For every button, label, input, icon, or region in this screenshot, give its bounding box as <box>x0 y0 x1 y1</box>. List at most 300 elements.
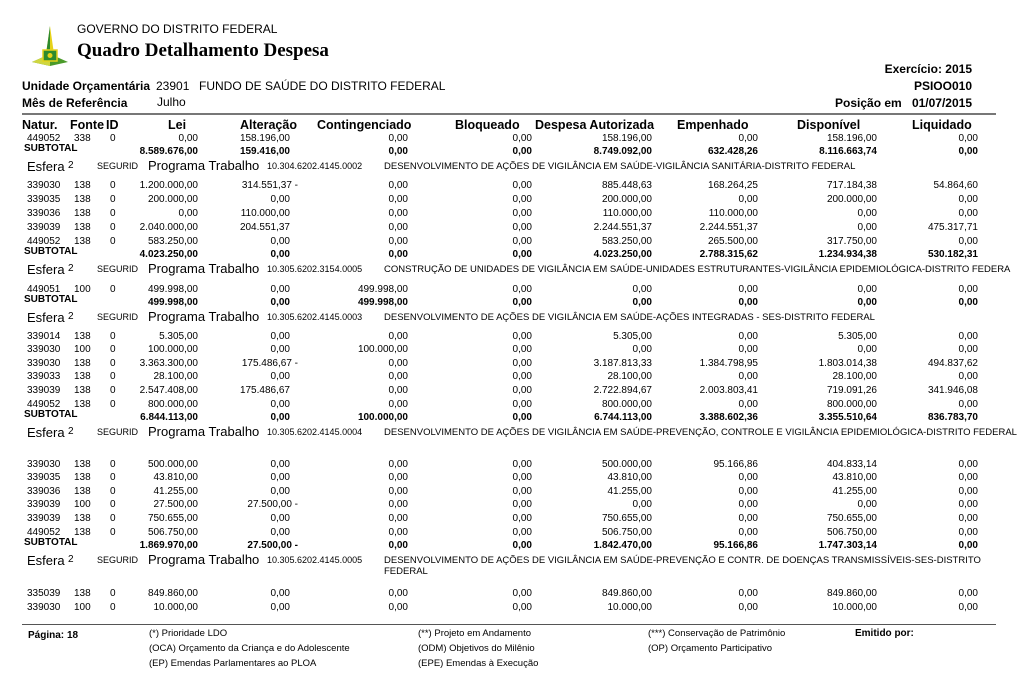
cell-altera-o: 0,00 <box>270 527 290 538</box>
cell-contingenciado: 0,00 <box>388 399 408 410</box>
cell-despesa-autorizada: 2.244.551,37 <box>593 222 652 233</box>
cell-contingenciado: 0,00 <box>388 208 408 219</box>
cell-altera-o: 0,00 <box>270 399 290 410</box>
subtotal-dispon-vel: 8.116.663,74 <box>819 146 877 157</box>
cell-altera-o: 0,00 <box>270 459 290 470</box>
cell-dispon-vel: 0,00 <box>857 208 877 219</box>
cell-bloqueado: 0,00 <box>512 459 532 470</box>
cell-lei: 10.000,00 <box>153 602 198 613</box>
report-title: Quadro Detalhamento Despesa <box>77 40 329 61</box>
subtotal-dispon-vel: 0,00 <box>857 297 877 308</box>
cell-bloqueado: 0,00 <box>512 371 532 382</box>
cell-bloqueado: 0,00 <box>512 588 532 599</box>
natureza: 449052 <box>27 399 61 410</box>
legend-odm: (ODM) Objetivos do Milênio <box>418 643 535 654</box>
esfera-label: Esfera <box>27 425 65 440</box>
programa-label: Programa Trabalho <box>148 552 260 567</box>
cell-empenhado: 0,00 <box>738 133 758 144</box>
natureza: 449052 <box>27 133 61 144</box>
fonte: 138 <box>74 399 91 410</box>
cell-dispon-vel: 10.000,00 <box>832 602 877 613</box>
subtotal-label: SUBTOTAL <box>24 294 78 305</box>
legend-oca: (OCA) Orçamento da Criança e do Adolescente <box>149 643 350 654</box>
table-row <box>0 472 1024 485</box>
cell-liquidado: 0,00 <box>958 499 978 510</box>
table-row <box>0 284 1024 297</box>
cell-altera-o: 0,00 <box>270 194 290 205</box>
col-id: ID <box>106 118 119 132</box>
cell-contingenciado: 0,00 <box>388 459 408 470</box>
cell-empenhado: 2.003.803,41 <box>699 385 758 396</box>
cell-empenhado: 168.264,25 <box>707 180 758 191</box>
cell-bloqueado: 0,00 <box>512 236 532 247</box>
subtotal-empenhado: 0,00 <box>738 297 758 308</box>
cell-lei: 849.860,00 <box>147 588 198 599</box>
cell-altera-o: 0,00 <box>270 513 290 524</box>
col-disponivel: Disponível <box>797 118 861 132</box>
cell-lei: 0,00 <box>178 133 198 144</box>
esfera-value: 2 <box>68 426 74 437</box>
id: 0 <box>110 284 116 295</box>
cell-empenhado: 0,00 <box>738 344 758 355</box>
fonte: 138 <box>74 236 91 247</box>
cell-bloqueado: 0,00 <box>512 284 532 295</box>
natureza: 339014 <box>27 331 61 342</box>
subtotal-contingenciado: 0,00 <box>388 540 408 551</box>
subtotal-bloqueado: 0,00 <box>512 412 532 423</box>
cell-bloqueado: 0,00 <box>512 472 532 483</box>
programa-code: 10.305.6202.4145.0003 <box>267 312 363 322</box>
posicao-value: 01/07/2015 <box>911 96 972 110</box>
table-row <box>0 222 1024 235</box>
id: 0 <box>110 180 116 191</box>
subtotal-lei: 8.589.676,00 <box>139 146 198 157</box>
cell-empenhado: 0,00 <box>738 588 758 599</box>
cell-lei: 43.810,00 <box>153 472 198 483</box>
cell-lei: 100.000,00 <box>147 344 198 355</box>
programa-description: DESENVOLVIMENTO DE AÇÕES DE VIGILÂNCIA EM SAÚDE-VIGILÂNCIA SANITÁRIA-DISTRITO FEDERAL <box>384 161 856 172</box>
subtotal-altera-o: 159.416,00 <box>239 146 290 157</box>
table-row <box>0 331 1024 344</box>
subtotal-dispon-vel: 1.747.303,14 <box>818 540 877 551</box>
subtotal-label: SUBTOTAL <box>24 143 78 154</box>
gdf-logo-icon <box>30 24 70 68</box>
cell-empenhado: 0,00 <box>738 499 758 510</box>
cell-liquidado: 341.946,08 <box>927 385 978 396</box>
cell-liquidado: 0,00 <box>958 602 978 613</box>
exercicio: Exercício: 2015 <box>884 62 972 76</box>
cell-contingenciado: 0,00 <box>388 602 408 613</box>
col-empenhado: Empenhado <box>677 118 749 132</box>
legend-op: (OP) Orçamento Participativo <box>648 643 773 654</box>
natureza: 339030 <box>27 180 61 191</box>
cell-contingenciado: 0,00 <box>388 358 408 369</box>
programa-code: 10.305.6202.4145.0004 <box>267 427 363 437</box>
table-row <box>0 602 1024 615</box>
fonte: 138 <box>74 358 91 369</box>
table-row <box>0 513 1024 526</box>
cell-altera-o: 0,00 <box>270 331 290 342</box>
fonte: 138 <box>74 486 91 497</box>
subtotal-liquidado: 0,00 <box>958 297 978 308</box>
table-row <box>0 236 1024 249</box>
natureza: 339035 <box>27 472 61 483</box>
cell-lei: 0,00 <box>178 208 198 219</box>
cell-altera-o: 204.551,37 <box>239 222 290 233</box>
id: 0 <box>110 602 116 613</box>
esfera-header <box>0 160 1024 173</box>
cell-dispon-vel: 404.833,14 <box>826 459 877 470</box>
report-code: PSIOO010 <box>913 79 972 93</box>
cell-contingenciado: 0,00 <box>388 588 408 599</box>
cell-liquidado: 0,00 <box>958 236 978 247</box>
esfera-label: Esfera <box>27 553 65 568</box>
cell-contingenciado: 0,00 <box>388 194 408 205</box>
cell-altera-o: 0,00 <box>270 236 290 247</box>
esfera-value: 2 <box>68 263 74 274</box>
natureza: 339030 <box>27 602 61 613</box>
cell-lei: 800.000,00 <box>147 399 198 410</box>
cell-bloqueado: 0,00 <box>512 602 532 613</box>
cell-lei: 3.363.300,00 <box>139 358 198 369</box>
legend-ep: (EP) Emendas Parlamentares ao PLOA <box>149 658 317 669</box>
cell-despesa-autorizada: 10.000,00 <box>607 602 652 613</box>
cell-altera-o: 0,00 <box>270 588 290 599</box>
col-bloqueado: Bloqueado <box>455 118 520 132</box>
cell-altera-o: 0,00 <box>270 602 290 613</box>
cell-despesa-autorizada: 2.722.894,67 <box>593 385 652 396</box>
natureza: 339030 <box>27 459 61 470</box>
id: 0 <box>110 194 116 205</box>
cell-contingenciado: 0,00 <box>388 236 408 247</box>
cell-despesa-autorizada: 506.750,00 <box>601 527 652 538</box>
cell-bloqueado: 0,00 <box>512 399 532 410</box>
col-alteracao: Alteração <box>240 118 297 132</box>
cell-dispon-vel: 849.860,00 <box>826 588 877 599</box>
subtotal-empenhado: 3.388.602,36 <box>699 412 758 423</box>
cell-empenhado: 0,00 <box>738 399 758 410</box>
cell-dispon-vel: 750.655,00 <box>826 513 877 524</box>
cell-liquidado: 0,00 <box>958 486 978 497</box>
cell-contingenciado: 0,00 <box>388 527 408 538</box>
col-natur: Natur. <box>22 118 58 132</box>
cell-bloqueado: 0,00 <box>512 208 532 219</box>
cell-dispon-vel: 0,00 <box>857 284 877 295</box>
cell-lei: 1.200.000,00 <box>139 180 198 191</box>
subtotal-despesa-autorizada: 8.749.092,00 <box>593 146 652 157</box>
cell-despesa-autorizada: 41.255,00 <box>607 486 652 497</box>
id: 0 <box>110 486 116 497</box>
cell-contingenciado: 0,00 <box>388 371 408 382</box>
cell-dispon-vel: 28.100,00 <box>832 371 877 382</box>
cell-empenhado: 0,00 <box>738 527 758 538</box>
subtotal-dispon-vel: 1.234.934,38 <box>818 249 877 260</box>
id: 0 <box>110 459 116 470</box>
cell-bloqueado: 0,00 <box>512 222 532 233</box>
seguridade-label: SEGURID <box>97 161 139 171</box>
fonte: 138 <box>74 385 91 396</box>
id: 0 <box>110 358 116 369</box>
col-contingenciado: Contingenciado <box>317 118 412 132</box>
cell-dispon-vel: 506.750,00 <box>826 527 877 538</box>
table-row <box>0 371 1024 384</box>
fonte: 138 <box>74 459 91 470</box>
cell-dispon-vel: 200.000,00 <box>826 194 877 205</box>
subtotal-bloqueado: 0,00 <box>512 146 532 157</box>
cell-altera-o: 175.486,67 <box>239 385 290 396</box>
subtotal-despesa-autorizada: 0,00 <box>632 297 652 308</box>
natureza: 339039 <box>27 222 61 233</box>
cell-liquidado: 0,00 <box>958 133 978 144</box>
cell-lei: 500.000,00 <box>147 459 198 470</box>
cell-bloqueado: 0,00 <box>512 527 532 538</box>
cell-despesa-autorizada: 0,00 <box>632 344 652 355</box>
table-row <box>0 133 1024 146</box>
id: 0 <box>110 588 116 599</box>
cell-bloqueado: 0,00 <box>512 358 532 369</box>
cell-despesa-autorizada: 750.655,00 <box>601 513 652 524</box>
cell-liquidado: 0,00 <box>958 513 978 524</box>
fonte: 138 <box>74 527 91 538</box>
table-row <box>0 588 1024 601</box>
cell-liquidado: 0,00 <box>958 331 978 342</box>
esfera-value: 2 <box>68 311 74 322</box>
natureza: 449052 <box>27 236 61 247</box>
id: 0 <box>110 331 116 342</box>
cell-liquidado: 0,00 <box>958 459 978 470</box>
table-row <box>0 486 1024 499</box>
natureza: 339036 <box>27 486 61 497</box>
pagina-value: 18 <box>67 630 79 641</box>
natureza: 339036 <box>27 208 61 219</box>
table-row <box>0 399 1024 412</box>
cell-dispon-vel: 158.196,00 <box>826 133 877 144</box>
subtotal-empenhado: 632.428,26 <box>707 146 758 157</box>
cell-altera-o: 0,00 <box>270 486 290 497</box>
cell-dispon-vel: 0,00 <box>857 499 877 510</box>
table-row <box>0 499 1024 512</box>
id: 0 <box>110 527 116 538</box>
subtotal-altera-o: 0,00 <box>270 412 290 423</box>
mes-label: Mês de Referência <box>22 96 128 110</box>
subtotal-despesa-autorizada: 4.023.250,00 <box>593 249 652 260</box>
cell-contingenciado: 0,00 <box>388 180 408 191</box>
cell-liquidado: 475.317,71 <box>927 222 978 233</box>
cell-altera-o: 0,00 <box>270 371 290 382</box>
cell-despesa-autorizada: 849.860,00 <box>601 588 652 599</box>
subtotal-liquidado: 0,00 <box>958 540 978 551</box>
programa-code: 10.305.6202.3154.0005 <box>267 264 363 274</box>
emitido-label: Emitido por: <box>855 628 914 639</box>
subtotal-contingenciado: 0,00 <box>388 249 408 260</box>
cell-dispon-vel: 0,00 <box>857 222 877 233</box>
cell-contingenciado: 100.000,00 <box>357 344 408 355</box>
cell-dispon-vel: 0,00 <box>857 344 877 355</box>
seguridade-label: SEGURID <box>97 264 139 274</box>
cell-contingenciado: 0,00 <box>388 472 408 483</box>
cell-dispon-vel: 317.750,00 <box>826 236 877 247</box>
legend-conservacao: (***) Conservação de Patrimônio <box>648 628 786 639</box>
cell-bloqueado: 0,00 <box>512 133 532 144</box>
natureza: 339039 <box>27 385 61 396</box>
cell-altera-o: 0,00 <box>270 472 290 483</box>
programa-code: 10.304.6202.4145.0002 <box>267 161 363 171</box>
subtotal-contingenciado: 0,00 <box>388 146 408 157</box>
cell-liquidado: 0,00 <box>958 527 978 538</box>
subtotal-liquidado: 0,00 <box>958 146 978 157</box>
cell-empenhado: 95.166,86 <box>713 459 758 470</box>
fonte: 138 <box>74 513 91 524</box>
cell-liquidado: 0,00 <box>958 588 978 599</box>
cell-altera-o: 0,00 <box>270 284 290 295</box>
cell-contingenciado: 0,00 <box>388 513 408 524</box>
subtotal-liquidado: 530.182,31 <box>927 249 978 260</box>
cell-liquidado: 0,00 <box>958 472 978 483</box>
cell-altera-o: 175.486,67 - <box>241 358 298 369</box>
id: 0 <box>110 499 116 510</box>
programa-label: Programa Trabalho <box>148 309 260 324</box>
cell-lei: 41.255,00 <box>153 486 198 497</box>
cell-lei: 750.655,00 <box>147 513 198 524</box>
subtotal-despesa-autorizada: 6.744.113,00 <box>594 412 652 423</box>
id: 0 <box>110 371 116 382</box>
subtotal-dispon-vel: 3.355.510,64 <box>818 412 877 423</box>
subtotal-contingenciado: 100.000,00 <box>357 412 408 423</box>
table-row <box>0 180 1024 193</box>
natureza: 339039 <box>27 513 61 524</box>
cell-liquidado: 0,00 <box>958 208 978 219</box>
cell-dispon-vel: 41.255,00 <box>832 486 877 497</box>
cell-despesa-autorizada: 110.000,00 <box>602 208 652 219</box>
natureza: 339030 <box>27 344 61 355</box>
cell-empenhado: 0,00 <box>738 472 758 483</box>
cell-contingenciado: 0,00 <box>388 486 408 497</box>
cell-despesa-autorizada: 885.448,63 <box>601 180 652 191</box>
col-despesa-autorizada: Despesa Autorizada <box>535 118 655 132</box>
seguridade-label: SEGURID <box>97 427 139 437</box>
seguridade-label: SEGURID <box>97 312 139 322</box>
col-liquidado: Liquidado <box>912 118 972 132</box>
id: 0 <box>110 344 116 355</box>
seguridade-label: SEGURID <box>97 555 139 565</box>
cell-empenhado: 0,00 <box>738 602 758 613</box>
cell-bloqueado: 0,00 <box>512 331 532 342</box>
esfera-value: 2 <box>68 554 74 565</box>
cell-bloqueado: 0,00 <box>512 499 532 510</box>
table-row <box>0 358 1024 371</box>
fonte: 138 <box>74 208 91 219</box>
fonte: 138 <box>74 222 91 233</box>
cell-liquidado: 0,00 <box>958 344 978 355</box>
unidade-name: FUNDO DE SAÚDE DO DISTRITO FEDERAL <box>199 79 446 93</box>
cell-empenhado: 0,00 <box>738 513 758 524</box>
id: 0 <box>110 222 116 233</box>
cell-empenhado: 0,00 <box>738 486 758 497</box>
cell-altera-o: 27.500,00 - <box>247 499 298 510</box>
cell-liquidado: 54.864,60 <box>933 180 978 191</box>
cell-bloqueado: 0,00 <box>512 180 532 191</box>
cell-empenhado: 0,00 <box>738 284 758 295</box>
id: 0 <box>110 236 116 247</box>
id: 0 <box>110 399 116 410</box>
cell-altera-o: 314.551,37 - <box>241 180 298 191</box>
cell-despesa-autorizada: 800.000,00 <box>601 399 652 410</box>
cell-contingenciado: 0,00 <box>388 385 408 396</box>
subtotal-altera-o: 0,00 <box>270 249 290 260</box>
fonte: 100 <box>74 499 91 510</box>
cell-empenhado: 0,00 <box>738 371 758 382</box>
cell-despesa-autorizada: 3.187.813,33 <box>593 358 652 369</box>
cell-contingenciado: 0,00 <box>388 222 408 233</box>
cell-despesa-autorizada: 158.196,00 <box>601 133 652 144</box>
cell-despesa-autorizada: 43.810,00 <box>607 472 652 483</box>
cell-despesa-autorizada: 5.305,00 <box>613 331 652 342</box>
programa-label: Programa Trabalho <box>148 261 260 276</box>
table-row <box>0 459 1024 472</box>
programa-description: DESENVOLVIMENTO DE AÇÕES DE VIGILÂNCIA EM SAÚDE-PREVENÇÃO E CONTR. DE DOENÇAS TRANSMISSÍVEIS-SES-DISTRITO FEDERAL <box>384 555 981 577</box>
natureza: 339035 <box>27 194 61 205</box>
unidade-label: Unidade Orçamentária <box>22 79 151 93</box>
table-row <box>0 344 1024 357</box>
legend-epe: (EPE) Emendas à Execução <box>418 658 539 669</box>
subtotal-contingenciado: 499.998,00 <box>357 297 408 308</box>
fonte: 138 <box>74 194 91 205</box>
cell-bloqueado: 0,00 <box>512 385 532 396</box>
fonte: 100 <box>74 344 91 355</box>
cell-dispon-vel: 719.091,26 <box>826 385 877 396</box>
natureza: 339039 <box>27 499 61 510</box>
table-row <box>0 194 1024 207</box>
cell-contingenciado: 0,00 <box>388 331 408 342</box>
cell-liquidado: 494.837,62 <box>927 358 978 369</box>
subtotal-label: SUBTOTAL <box>24 246 78 257</box>
esfera-value: 2 <box>68 160 74 171</box>
cell-despesa-autorizada: 0,00 <box>632 284 652 295</box>
cell-despesa-autorizada: 0,00 <box>632 499 652 510</box>
fonte: 338 <box>74 133 91 144</box>
header-divider <box>22 113 996 115</box>
subtotal-lei: 6.844.113,00 <box>140 412 198 423</box>
cell-lei: 506.750,00 <box>147 527 198 538</box>
cell-liquidado: 0,00 <box>958 399 978 410</box>
cell-dispon-vel: 800.000,00 <box>826 399 877 410</box>
subtotal-bloqueado: 0,00 <box>512 249 532 260</box>
cell-empenhado: 2.244.551,37 <box>699 222 758 233</box>
esfera-label: Esfera <box>27 159 65 174</box>
esfera-header <box>0 426 1024 450</box>
cell-altera-o: 158.196,00 <box>239 133 290 144</box>
cell-despesa-autorizada: 200.000,00 <box>601 194 652 205</box>
subtotal-despesa-autorizada: 1.842.470,00 <box>593 540 652 551</box>
programa-description: DESENVOLVIMENTO DE AÇÕES DE VIGILÂNCIA EM SAÚDE-AÇÕES INTEGRADAS - SES-DISTRITO FEDERAL <box>384 312 875 323</box>
cell-dispon-vel: 5.305,00 <box>838 331 877 342</box>
cell-despesa-autorizada: 500.000,00 <box>601 459 652 470</box>
cell-empenhado: 0,00 <box>738 331 758 342</box>
subtotal-liquidado: 836.783,70 <box>927 412 978 423</box>
cell-liquidado: 0,00 <box>958 284 978 295</box>
col-lei: Lei <box>168 118 187 132</box>
cell-altera-o: 110.000,00 <box>240 208 290 219</box>
cell-liquidado: 0,00 <box>958 371 978 382</box>
id: 0 <box>110 472 116 483</box>
cell-empenhado: 0,00 <box>738 194 758 205</box>
subtotal-empenhado: 95.166,86 <box>713 540 758 551</box>
natureza: 449052 <box>27 527 61 538</box>
subtotal-label: SUBTOTAL <box>24 409 78 420</box>
cell-dispon-vel: 717.184,38 <box>826 180 877 191</box>
esfera-header <box>0 554 1024 578</box>
posicao-label: Posição em <box>835 96 902 110</box>
